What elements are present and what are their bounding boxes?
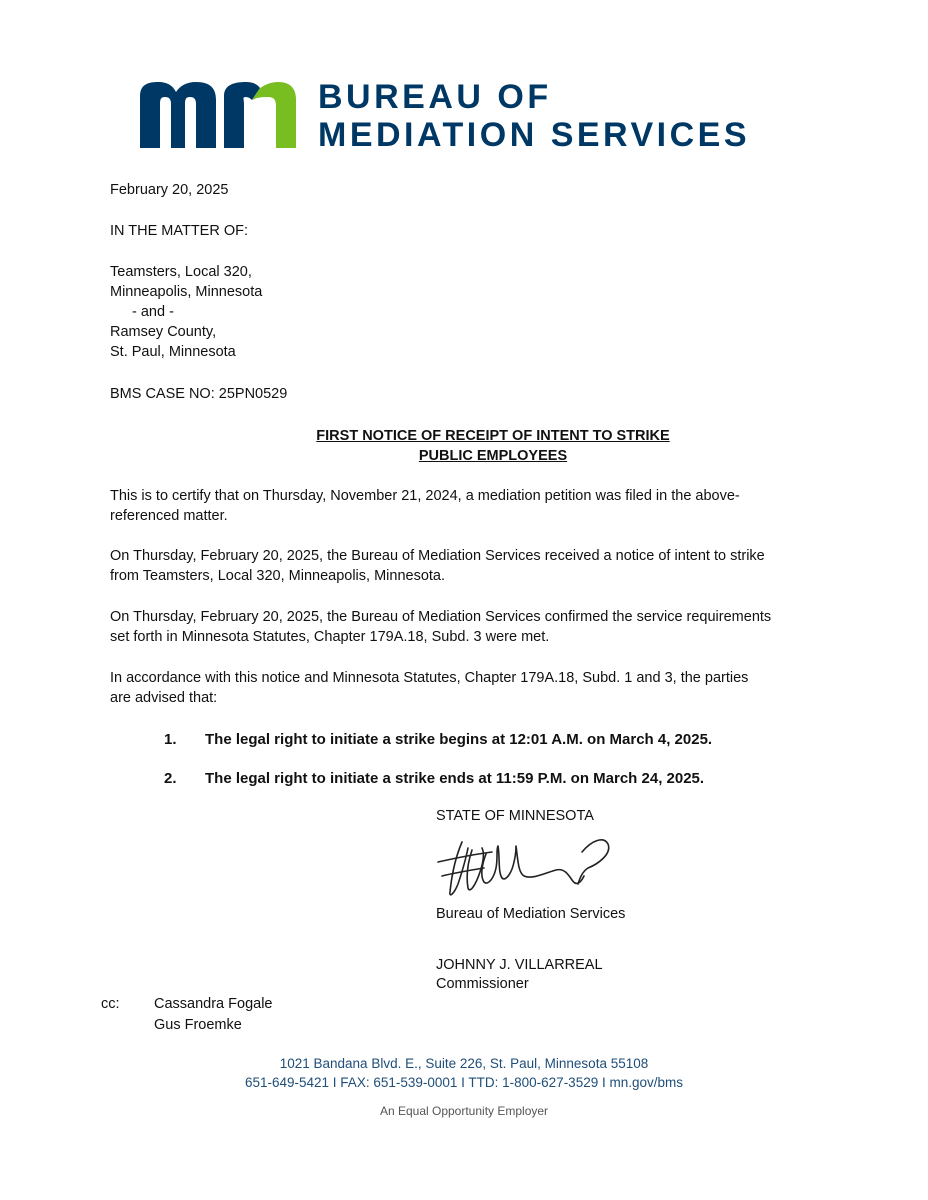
paragraph-service-confirmed [110,607,830,647]
party1-city: Minneapolis, Minnesota [110,284,263,300]
party2-name: Ramsey County, [110,324,217,340]
cc-label: cc: [101,996,120,1012]
paragraph-line: This is to certify that on Thursday, November 21, 2024, a mediation petition was filed in the above- [110,488,740,504]
paragraph-line: In accordance with this notice and Minnesota Statutes, Chapter 179A.18, Subd. 1 and 3, the parties [110,670,749,686]
agency-name-line1: BUREAU OF [318,78,552,116]
paragraph-line: set forth in Minnesota Statutes, Chapter 179A.18, Subd. 3 were met. [110,629,550,645]
letter-date: February 20, 2025 [110,182,229,198]
case-number: BMS CASE NO: 25PN0529 [110,386,288,402]
list-item-number: 1. [164,731,177,748]
list-item-text: The legal right to initiate a strike begins at 12:01 A.M. on March 4, 2025. [205,731,713,748]
footer-contact: 651-649-5421 I FAX: 651-539-0001 I TTD: 1-800-627-3529 I mn.gov/bms [244,1075,683,1090]
agency-name [318,78,798,154]
list-item [164,730,712,750]
footer-eoe: An Equal Opportunity Employer [379,1104,549,1118]
cc-recipient: Gus Froemke [154,1017,242,1033]
mn-logo-mark [140,82,296,148]
paragraph-line: from Teamsters, Local 320, Minneapolis, Minnesota. [110,568,446,584]
parties-block [110,262,262,362]
list-item [164,769,704,789]
paragraph-notice-received [110,546,830,586]
party2-city: St. Paul, Minnesota [110,344,236,360]
notice-title-line1: FIRST NOTICE OF RECEIPT OF INTENT TO STRIKE [316,428,670,444]
handwritten-signature [432,832,622,904]
signature-state: STATE OF MINNESOTA [436,808,594,824]
paragraph-petition [110,486,830,526]
agency-name-line2: MEDIATION SERVICES [318,116,751,154]
notice-title [110,426,876,466]
cc-recipient: Cassandra Fogale [154,996,273,1012]
footer-address: 1021 Bandana Blvd. E., Suite 226, St. Paul, Minnesota 55108 [279,1056,649,1071]
party1-name: Teamsters, Local 320, [110,264,252,280]
paragraph-advisement [110,668,830,708]
commissioner-title: Commissioner [436,976,529,992]
notice-title-line2: PUBLIC EMPLOYEES [418,448,568,464]
commissioner-name: JOHNNY J. VILLARREAL [436,957,603,973]
paragraph-line: On Thursday, February 20, 2025, the Bureau of Mediation Services received a notice of intent to strike [110,548,765,564]
paragraph-line: are advised that: [110,690,218,706]
paragraph-line: referenced matter. [110,508,228,524]
list-item-number: 2. [164,770,177,787]
matter-label: IN THE MATTER OF: [110,223,249,239]
paragraph-line: On Thursday, February 20, 2025, the Bureau of Mediation Services confirmed the service requirements [110,609,772,625]
party-separator: - and - [132,304,174,320]
signature-organization: Bureau of Mediation Services [436,906,626,922]
list-item-text: The legal right to initiate a strike ends at 11:59 P.M. on March 24, 2025. [205,770,705,787]
